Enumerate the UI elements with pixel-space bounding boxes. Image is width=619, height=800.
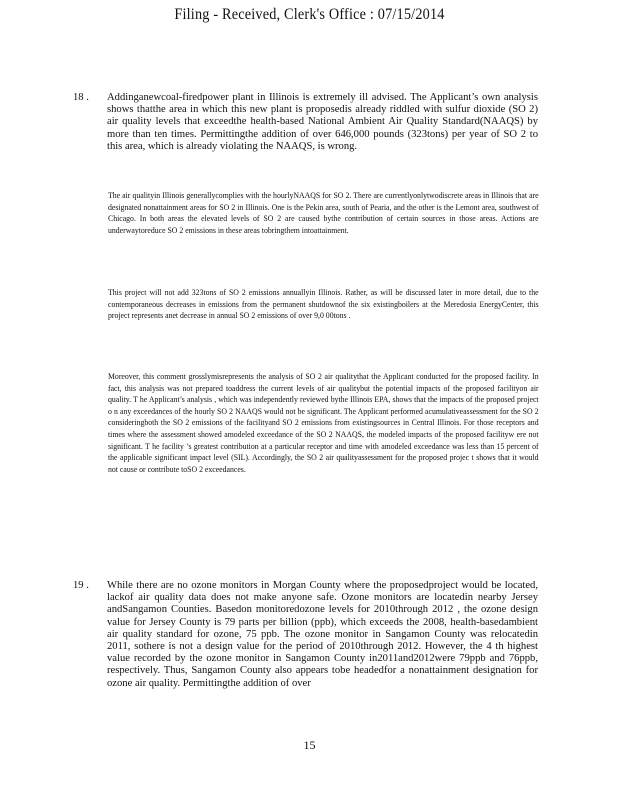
comment-number: 19 . — [73, 580, 89, 591]
response-paragraph-1: The air qualityin Illinois generallycomplies with the hourlyNAAQS for SO 2. There are currentlyonlytwodiscrete areas in Illinois that are designated nonattainment areas for SO 2 in Illinois. One is the Pekin area, south of Pearia, and the other is the Lemont area, southwest of Chicago. In both areas the elevated levels of SO 2 are caused bythe contribution of certain sources in those areas. Actions are underwaytoreduce SO 2 emissions in these areas tobringthem intoattainment. — [108, 191, 539, 235]
response-paragraph-3: Moreover, this comment grosslymisrepresents the analysis of SO 2 air qualitythat the Applicant conducted for the proposed facility. In fact, this analysis was not prepared toaddress the current levels of air qualitybut the potential impacts of the proposed facilityon air quality. T he Applicant’s analysis , which was independently reviewed bythe Illinois EPA, shows that the impacts of the proposed project o n any exceedances of the hourly SO 2 NAAQS would not be significant. The Applicant performed acumulativeassessment for the SO 2 consideringboth the SO 2 emissions of the facilityand SO 2 emissions from existingsources in Central Illinois. For those receptors and times where the assessment showed amodeled exceedance of the SO 2 NAAQS, the modeled impacts of the proposed facilityw ere not significant. T he facility ’s greatest contribution at a particular receptor and time with amodeled exceedance was less than 15 percent of the applicable significant impact level (SIL). Accordingly, the SO 2 air qualityassessment for the proposed projec t shows that it would not cause or contribute toSO 2 exceedances. — [108, 372, 539, 474]
comment-number: 18 . — [73, 92, 89, 103]
page-number: 15 — [303, 738, 316, 752]
comment-text: While there are no ozone monitors in Morgan County where the proposedproject would be located, lackof air quality data does not make anyone safe. Ozone monitors are locatedin nearby Jersey andSangamon Counties. Basedon monitoredozone levels for 2010through 2012 , the ozone design value for Jersey County is 79 parts per billion (ppb), which exceeds the 2008, health-basedambient air quality standard for ozone, 75 ppb. The ozone monitor in Sangamon County was relocatedin 2011, sothere is not a design value for the period of 2010through 2012. However, the 4 th highest value recorded by the ozone monitor in Sangamon County in2011and2012were 79ppb and 76ppb, respectively. Thus, Sangamon County also appears tobe headedfor a nonattainment designation for ozone air quality. Permittingthe addition of over — [107, 580, 538, 689]
comment-text: Addinganewcoal-firedpower plant in Illinois is extremely ill advised. The Applicant’s own analysis shows thatthe area in which this new plant is proposedis already riddled with sulfur dioxide (SO 2) air quality levels that exceedthe health-based National Ambient Air Quality Standard(NAAQS) by more than ten times. Permittingthe addition of over 646,000 pounds (323tons) per year of SO 2 to this area, which is already violating the NAAQS, is wrong. — [107, 92, 538, 152]
comment-19 — [73, 580, 538, 690]
comment-18 — [73, 92, 538, 153]
filing-header: Filing - Received, Clerk's Office : 07/15/2014 — [174, 6, 445, 23]
response-paragraph-2: This project will not add 323tons of SO 2 emissions annuallyin Illinois. Rather, as will be discussed later in more detail, due to the contemporaneous decreases in emissions from the permanent shutdownof the six existingboilers at the Meredosia EnergyCenter, this project represents anet decrease in annual SO 2 emissions of over 9,0 00tons . — [108, 288, 539, 321]
